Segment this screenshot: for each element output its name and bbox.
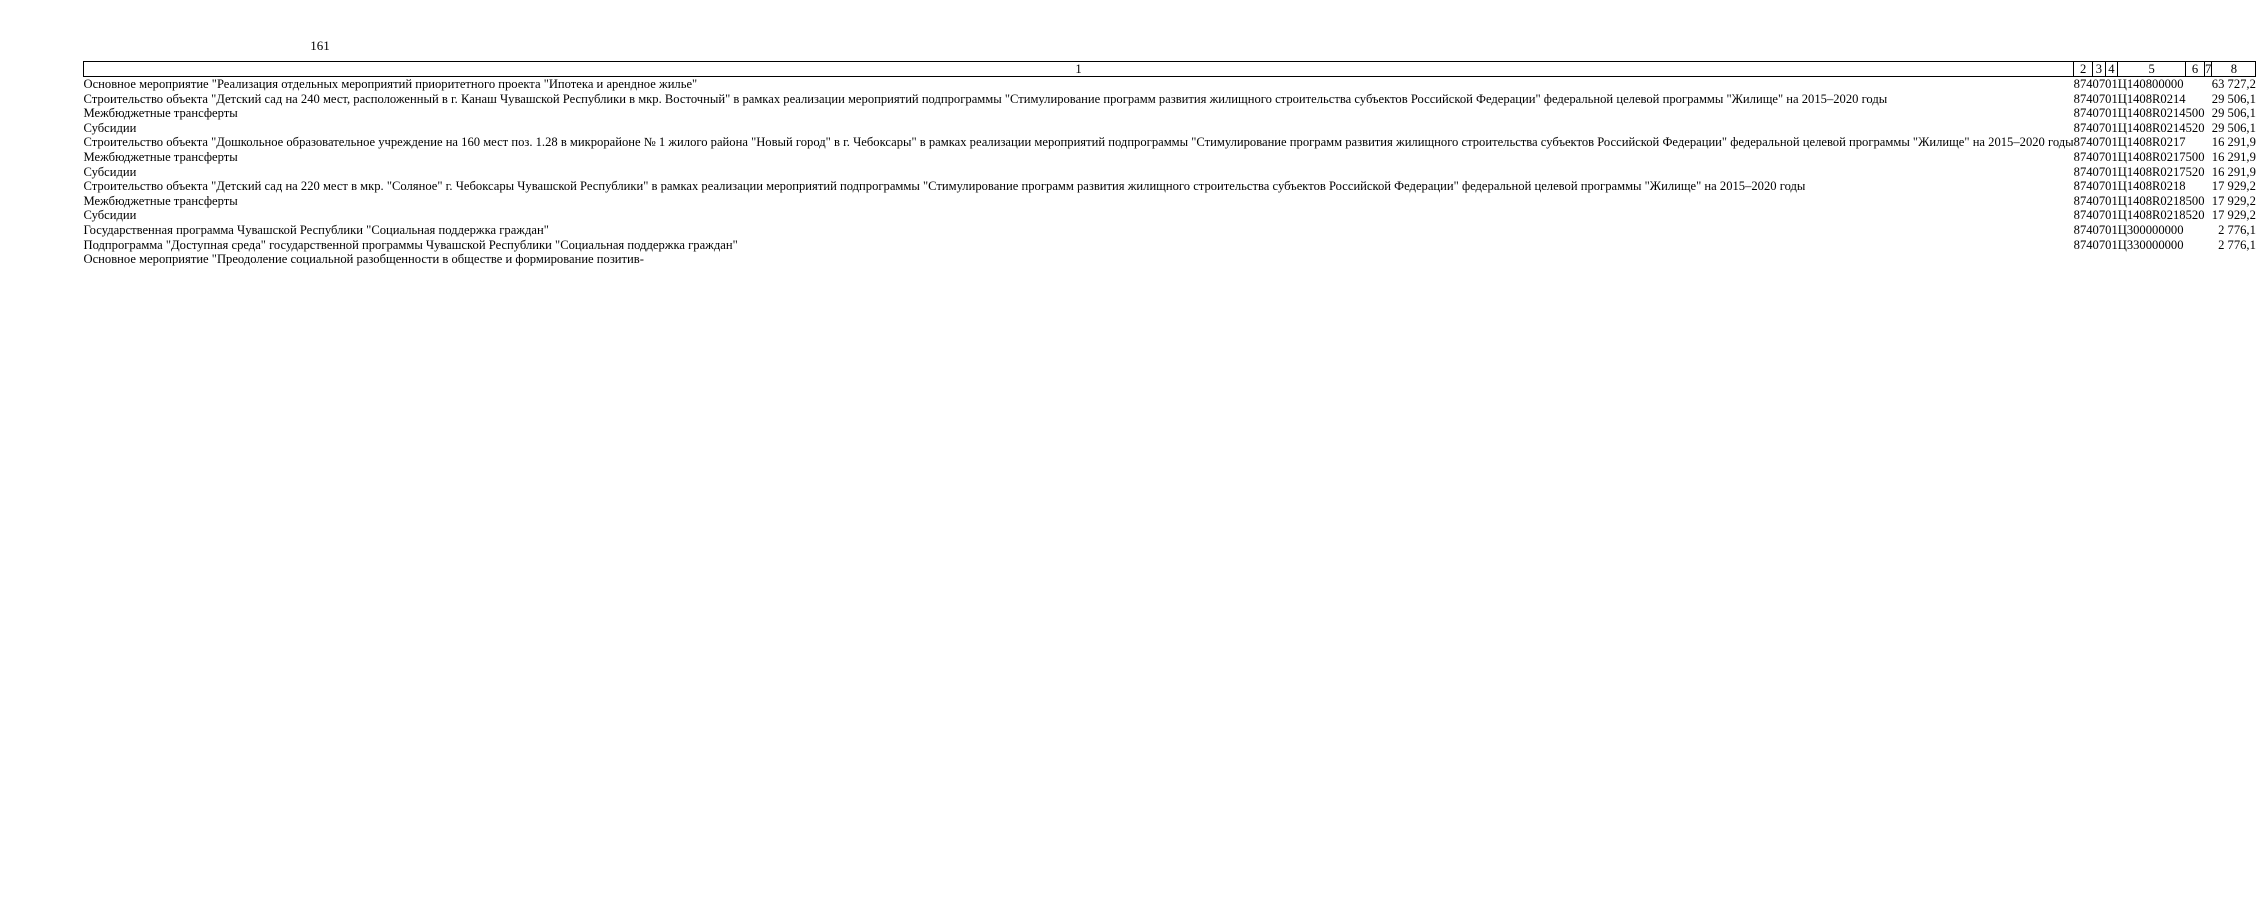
column-7-cell — [2205, 77, 2212, 92]
subsection-code: 01 — [2105, 208, 2118, 223]
admin-code — [2074, 252, 2093, 267]
page-number: 161 — [310, 38, 330, 53]
subsection-code: 01 — [2105, 91, 2118, 106]
table-row — [84, 150, 2256, 165]
budget-table — [83, 61, 2256, 267]
column-7-cell — [2205, 92, 2212, 107]
amount: 16 291,9 — [2211, 164, 2256, 179]
admin-code: 874 — [2073, 149, 2093, 164]
subsection-code: 01 — [2105, 77, 2118, 91]
row-name: Строительство объекта "Детский сад на 220 мест в мкр. "Соляное" г. Чебоксары Чувашской Республики" в рамках реализации мероприятий подпрограммы "Стимулирование программ развития жилищного строительства субъектов Российской Федерации" федеральной целевой программы "Жилище" на 2015–2020 годы — [83, 179, 1806, 194]
expense-type-code — [2186, 252, 2205, 267]
admin-code: 874 — [2073, 222, 2093, 237]
column-header: 2 — [2074, 62, 2093, 77]
section-code: 07 — [2092, 91, 2106, 106]
target-article-code: Ц330000000 — [2117, 237, 2184, 252]
section-code: 07 — [2092, 179, 2106, 194]
target-article-code: Ц1408R0214 — [2117, 120, 2186, 135]
admin-code: 874 — [2073, 106, 2093, 121]
amount: 29 506,1 — [2211, 106, 2256, 121]
expense-type-code: 500 — [2185, 149, 2205, 164]
table-row — [84, 135, 2256, 150]
amount: 63 727,2 — [2211, 77, 2256, 91]
section-code: 07 — [2092, 149, 2106, 164]
section-code: 07 — [2092, 120, 2106, 135]
table-row — [84, 92, 2256, 107]
section-code: 07 — [2092, 237, 2106, 252]
target-article-code: Ц1408R0218 — [2117, 179, 2186, 194]
column-header: 8 — [2212, 62, 2256, 77]
amount: 29 506,1 — [2211, 91, 2256, 106]
table-row — [84, 165, 2256, 180]
subsection-code: 01 — [2105, 193, 2118, 208]
target-article-code: Ц1408R0214 — [2117, 91, 2186, 106]
column-7-cell — [2205, 121, 2212, 136]
section-code: 07 — [2092, 222, 2106, 237]
column-7-cell — [2205, 135, 2212, 150]
expense-type-code — [2186, 92, 2205, 107]
column-7-cell — [2205, 194, 2212, 209]
row-name: Субсидии — [83, 164, 137, 179]
expense-type-code — [2186, 238, 2205, 253]
target-article-code: Ц1408R0217 — [2117, 149, 2186, 164]
subsection-code: 01 — [2105, 135, 2118, 150]
subsection-code: 01 — [2105, 164, 2118, 179]
table-row — [84, 77, 2256, 92]
table-row — [84, 252, 2256, 267]
table-row — [84, 121, 2256, 136]
admin-code: 874 — [2073, 193, 2093, 208]
admin-code: 874 — [2073, 91, 2093, 106]
expense-type-code: 520 — [2185, 164, 2205, 179]
target-article-code: Ц300000000 — [2117, 222, 2184, 237]
column-7-cell — [2205, 208, 2212, 223]
column-header: 7 — [2205, 61, 2212, 76]
column-header: 1 — [84, 62, 2074, 77]
column-header: 5 — [2118, 62, 2186, 77]
table-header-row — [84, 62, 2256, 77]
table-row — [84, 223, 2256, 238]
table-row — [84, 179, 2256, 194]
row-name: Строительство объекта "Дошкольное образовательное учреждение на 160 мест поз. 1.28 в микрорайоне № 1 жилого района "Новый город" в г. Чебоксары" в рамках реализации мероприятий подпрограммы "Стимулирование программ развития жилищного строительства субъектов Российской Федерации" федеральной целевой программы "Жилище" на 2015–2020 годы — [83, 135, 2074, 150]
amount: 2 776,1 — [2218, 237, 2256, 252]
row-name: Межбюджетные трансферты — [83, 106, 238, 121]
subsection-code — [2105, 252, 2118, 267]
admin-code: 874 — [2073, 120, 2093, 135]
section-code: 07 — [2092, 106, 2106, 121]
table-row — [84, 208, 2256, 223]
table-row — [84, 194, 2256, 209]
expense-type-code — [2186, 135, 2205, 150]
table-body — [84, 77, 2256, 267]
target-article-code: Ц1408R0218 — [2117, 208, 2186, 223]
expense-type-code: 500 — [2185, 193, 2205, 208]
expense-type-code — [2186, 179, 2205, 194]
column-header: 3 — [2093, 62, 2106, 77]
expense-type-code: 520 — [2185, 208, 2205, 223]
target-article-code: Ц140800000 — [2117, 77, 2184, 91]
row-name: Строительство объекта "Детский сад на 240 мест, расположенный в г. Канаш Чувашской Республики в мкр. Восточный" в рамках реализации мероприятий подпрограммы "Стимулирование программ развития жилищного строительства субъектов Российской Федерации" федеральной целевой программы "Жилище" на 2015–2020 годы — [83, 91, 1888, 106]
target-article-code — [2118, 252, 2186, 267]
column-7-cell — [2205, 165, 2212, 180]
amount: 17 929,2 — [2211, 193, 2256, 208]
section-code: 07 — [2092, 208, 2106, 223]
admin-code: 874 — [2073, 179, 2093, 194]
amount: 16 291,9 — [2211, 149, 2256, 164]
admin-code: 874 — [2073, 208, 2093, 223]
column-7-cell — [2205, 238, 2212, 253]
row-name: Межбюджетные трансферты — [83, 193, 238, 208]
column-7-cell — [2205, 150, 2212, 165]
target-article-code: Ц1408R0218 — [2117, 193, 2186, 208]
amount: 29 506,1 — [2211, 120, 2256, 135]
table-row — [84, 106, 2256, 121]
column-7-cell — [2205, 106, 2212, 121]
expense-type-code — [2186, 77, 2205, 92]
subsection-code: 01 — [2105, 106, 2118, 121]
row-name: Субсидии — [83, 120, 137, 135]
column-7-cell — [2205, 223, 2212, 238]
section-code: 07 — [2092, 135, 2106, 150]
subsection-code: 01 — [2105, 120, 2118, 135]
column-7-cell — [2205, 179, 2212, 194]
target-article-code: Ц1408R0214 — [2117, 106, 2186, 121]
target-article-code: Ц1408R0217 — [2117, 164, 2186, 179]
row-name: Основное мероприятие "Преодоление социальной разобщенности в обществе и формирование позитив- — [83, 252, 644, 267]
column-header: 6 — [2186, 62, 2205, 77]
subsection-code: 01 — [2105, 149, 2118, 164]
section-code: 07 — [2092, 164, 2106, 179]
table-row — [84, 238, 2256, 253]
row-name: Межбюджетные трансферты — [83, 149, 238, 164]
row-name: Субсидии — [83, 208, 137, 223]
amount: 17 929,2 — [2211, 208, 2256, 223]
amount: 17 929,2 — [2211, 179, 2256, 194]
section-code: 07 — [2092, 193, 2106, 208]
expense-type-code: 500 — [2185, 106, 2205, 121]
amount: 2 776,1 — [2218, 222, 2256, 237]
expense-type-code: 520 — [2185, 120, 2205, 135]
column-header: 4 — [2105, 62, 2118, 77]
amount: 16 291,9 — [2211, 135, 2256, 150]
target-article-code: Ц1408R0217 — [2117, 135, 2186, 150]
section-code: 07 — [2092, 77, 2106, 91]
admin-code: 874 — [2073, 77, 2093, 91]
admin-code: 874 — [2073, 237, 2093, 252]
section-code — [2093, 252, 2106, 267]
row-name: Основное мероприятие "Реализация отдельных мероприятий приоритетного проекта "Ипотека и арендное жилье" — [83, 77, 698, 91]
subsection-code: 01 — [2105, 222, 2118, 237]
row-name: Государственная программа Чувашской Республики "Социальная поддержка граждан" — [83, 222, 549, 237]
column-7-cell — [2205, 252, 2212, 267]
row-name: Подпрограмма "Доступная среда" государственной программы Чувашской Республики "Социальная поддержка граждан" — [83, 237, 738, 252]
admin-code: 874 — [2073, 164, 2093, 179]
amount — [2212, 252, 2256, 267]
admin-code: 874 — [2073, 135, 2093, 150]
subsection-code: 01 — [2105, 237, 2118, 252]
subsection-code: 01 — [2105, 179, 2118, 194]
expense-type-code — [2186, 223, 2205, 238]
